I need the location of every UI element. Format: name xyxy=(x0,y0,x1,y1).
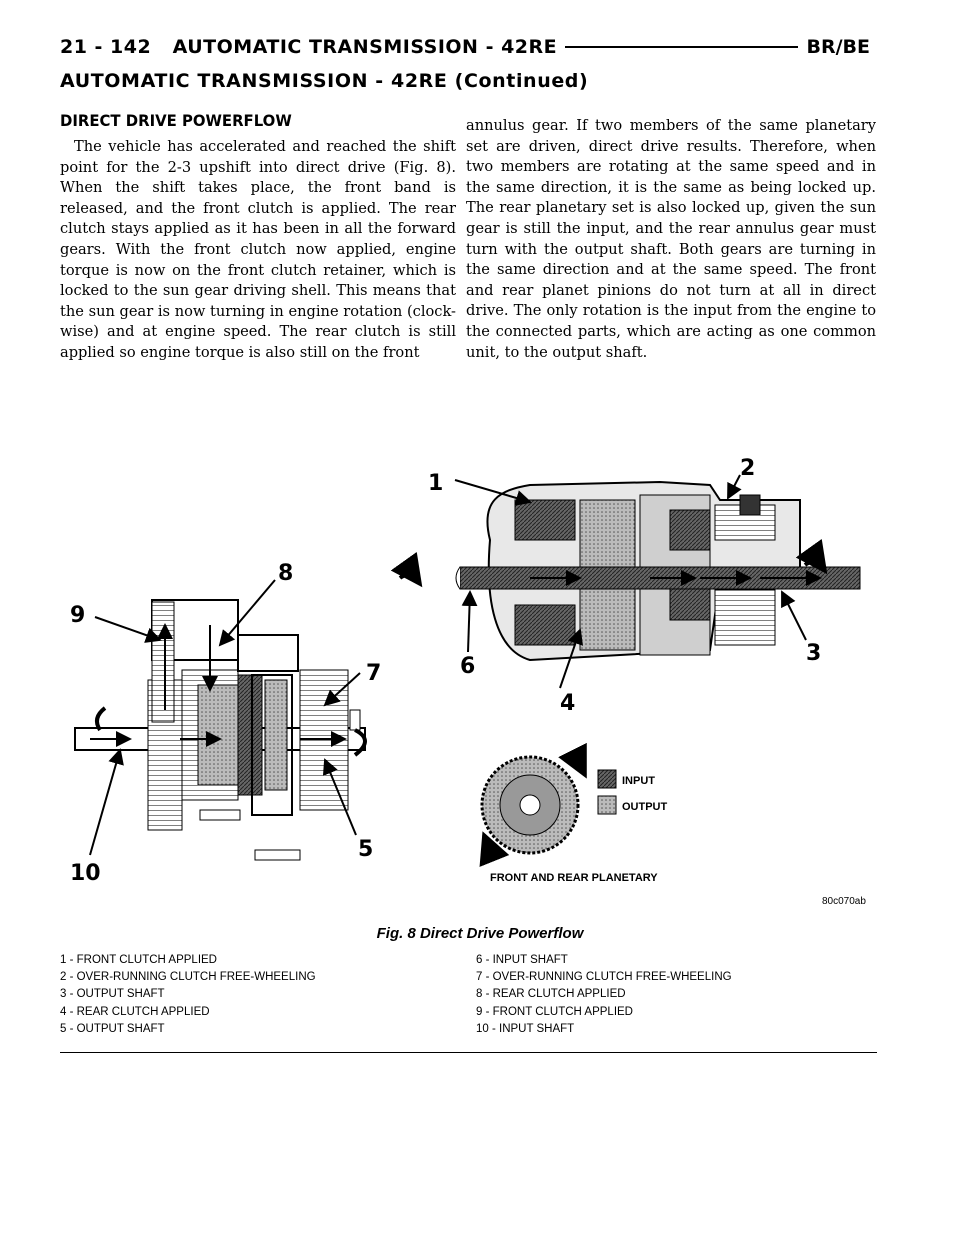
legend-item: 2 - OVER-RUNNING CLUTCH FREE-WHEELING xyxy=(60,971,316,984)
schematic-view xyxy=(75,580,365,860)
callout-6: 6 xyxy=(460,654,476,679)
body-text-left: The vehicle has accelerated and reached the shift point for the 2-3 upshift into direct drive (Fig. 8). When the shift takes place, the front band is released, and the front clutch is applied. The rear clutch stays applied as it has been in all the forward gears. With the front clutch now applied, engine torque is now on the front clutch retainer, which is locked to the sun gear driving shell. This means that the sun gear is now turning in engine rotation (clock-wise) and at engine speed. The rear clutch is still applied so engine torque is also still on the front xyxy=(60,138,456,361)
legend-item: 8 - REAR CLUTCH APPLIED xyxy=(476,988,626,1001)
callout-9: 9 xyxy=(70,603,86,628)
powerflow-figure xyxy=(60,430,877,930)
footer-rule xyxy=(60,1052,877,1053)
callout-2: 2 xyxy=(740,456,756,481)
planetary-label: FRONT AND REAR PLANETARY xyxy=(490,872,658,884)
legend-list-right xyxy=(476,952,732,1038)
callout-10: 10 xyxy=(70,861,101,886)
output-swatch xyxy=(598,796,616,814)
callout-3: 3 xyxy=(806,641,822,666)
callout-5: 5 xyxy=(358,837,374,862)
legend-output-label: OUTPUT xyxy=(622,801,668,813)
legend-item: 9 - FRONT CLUTCH APPLIED xyxy=(476,1005,633,1018)
powerflow-illustration xyxy=(60,430,877,930)
legend-list-left xyxy=(60,952,316,1038)
planetary-gear xyxy=(482,757,585,853)
legend-input-label: INPUT xyxy=(622,775,655,787)
callout-1: 1 xyxy=(428,471,444,496)
callout-7: 7 xyxy=(366,661,382,686)
section-heading: DIRECT DRIVE POWERFLOW xyxy=(60,111,292,130)
callout-8: 8 xyxy=(278,561,294,586)
callout-4: 4 xyxy=(560,691,576,716)
figure-caption: Fig. 8 Direct Drive Powerflow xyxy=(376,925,584,942)
legend-item: 3 - OUTPUT SHAFT xyxy=(60,988,165,1001)
legend-item: 4 - REAR CLUTCH APPLIED xyxy=(60,1005,210,1018)
legend-item: 7 - OVER-RUNNING CLUTCH FREE-WHEELING xyxy=(476,971,732,984)
input-swatch xyxy=(598,770,616,788)
legend-item: 10 - INPUT SHAFT xyxy=(476,1022,575,1035)
legend-item: 1 - FRONT CLUTCH APPLIED xyxy=(60,954,217,966)
body-text-right: annulus gear. If two members of the same planetary set are driven, direct drive results. Therefore, when two members are rotating at the same speed and in the same direction, it is the same as being locked up. The rear planetary set is also locked up, given the sun gear is still the input, and the rear annulus gear must turn with the output shaft. Both gears are turning in the same direction and at the same speed. The front and rear planet pinions do not turn at all in direct drive. The only rotation is the input from the engine to the connected parts, which are acting as one common unit, to the output shaft. xyxy=(466,117,876,361)
page-number: 21 - 142 AUTOMATIC TRANSMISSION - 42RE xyxy=(52,36,565,58)
continued-title: AUTOMATIC TRANSMISSION - 42RE (Continued) xyxy=(60,70,589,92)
header-title: AUTOMATIC TRANSMISSION - 42RE xyxy=(172,36,558,58)
model-code: BR/BE xyxy=(798,36,878,58)
figure-id: 80c070ab xyxy=(822,896,866,907)
legend-item: 6 - INPUT SHAFT xyxy=(476,954,568,966)
legend-item: 5 - OUTPUT SHAFT xyxy=(60,1022,165,1035)
